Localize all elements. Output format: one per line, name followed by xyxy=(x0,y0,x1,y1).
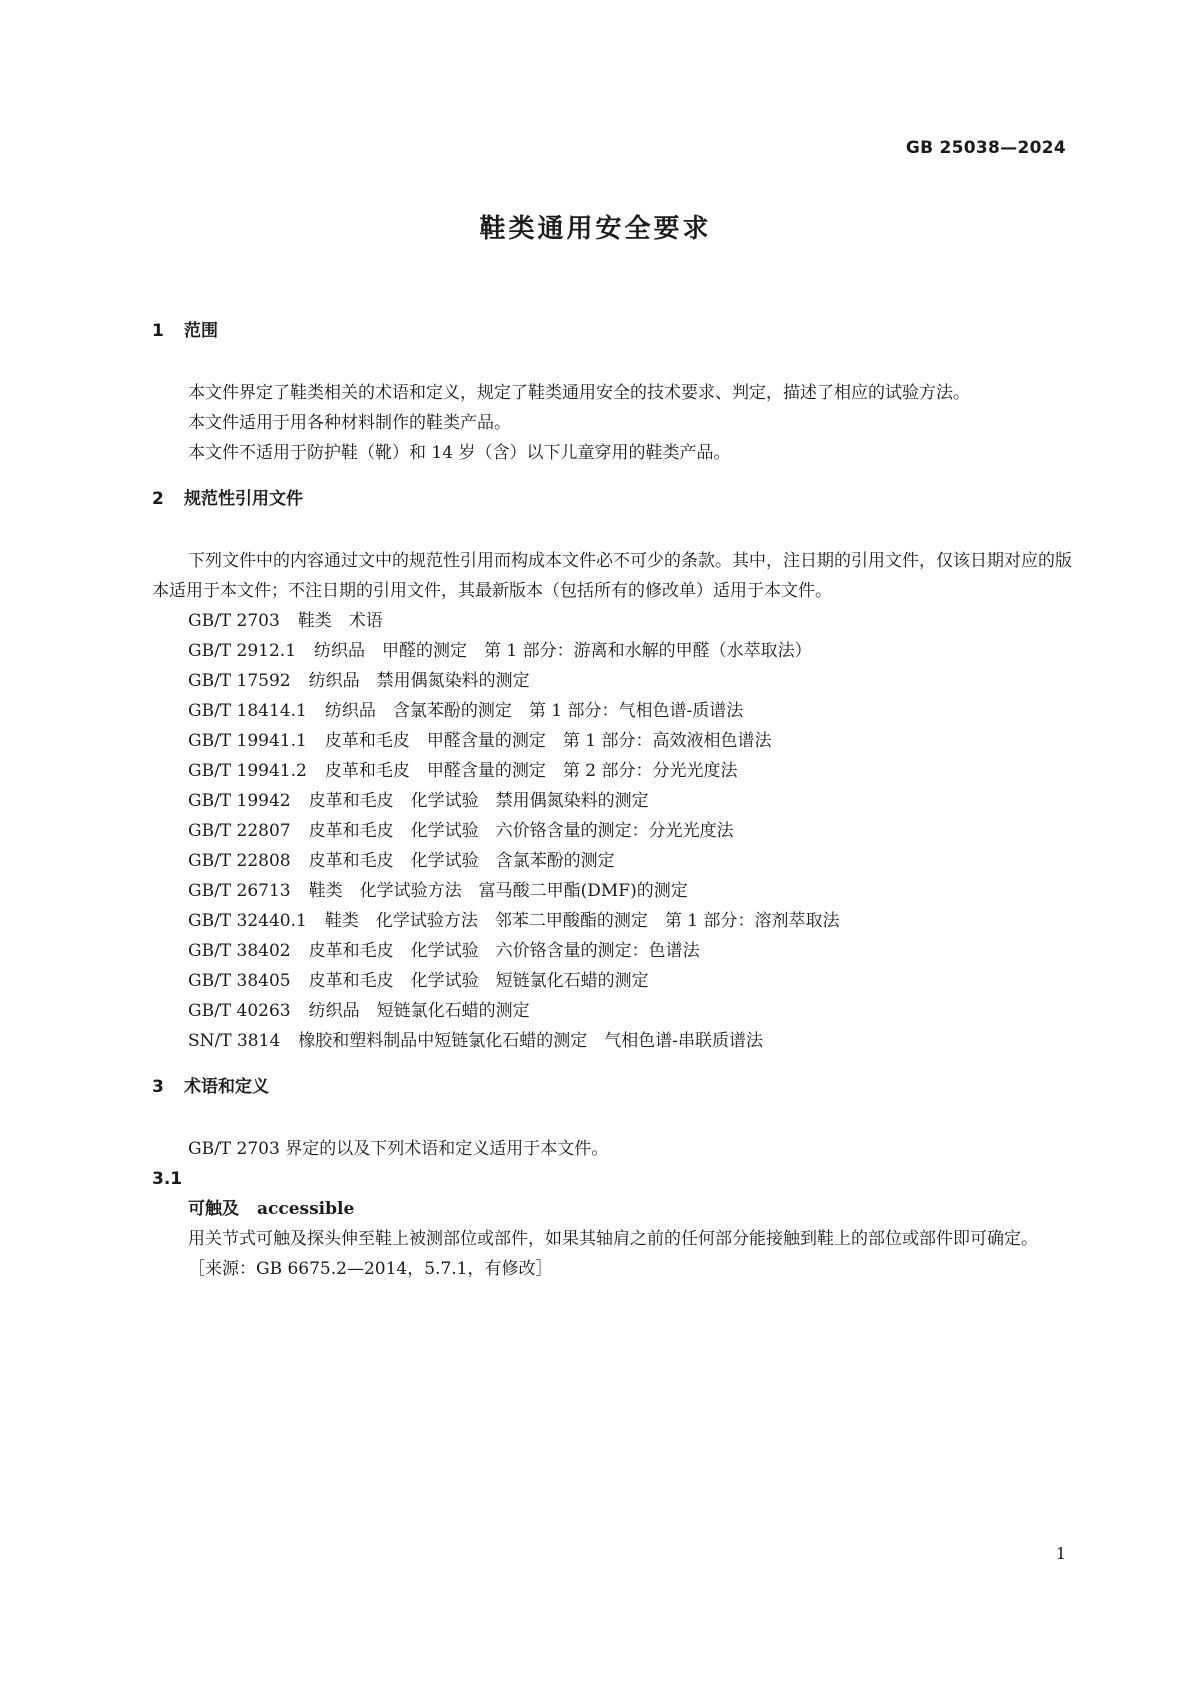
reference-title: 皮革和毛皮 化学试验 禁用偶氮染料的测定 xyxy=(308,791,649,811)
term-heading xyxy=(152,1194,1072,1224)
reference-code: GB/T 19942 xyxy=(188,791,291,811)
paragraph: GB/T 2703 界定的以及下列术语和定义适用于本文件。 xyxy=(188,1139,609,1159)
reference-code: GB/T 22808 xyxy=(188,851,291,871)
reference-item xyxy=(152,786,1072,816)
reference-item xyxy=(152,666,1072,696)
reference-item xyxy=(152,1026,1072,1056)
page-number: 1 xyxy=(1055,1544,1066,1563)
reference-title: 橡胶和塑料制品中短链氯化石蜡的测定 气相色谱-串联质谱法 xyxy=(298,1031,764,1051)
reference-code: GB/T 40263 xyxy=(188,1001,291,1021)
reference-code: GB/T 38402 xyxy=(188,941,291,961)
standard-code: GB 25038—2024 xyxy=(905,138,1066,158)
reference-code: GB/T 22807 xyxy=(188,821,291,841)
section-terms-and-definitions xyxy=(152,1072,1072,1284)
reference-code: GB/T 19941.2 xyxy=(188,761,307,781)
document-body xyxy=(152,316,1072,1284)
reference-title: 皮革和毛皮 化学试验 六价铬含量的测定：分光光度法 xyxy=(308,821,734,841)
reference-item xyxy=(152,726,1072,756)
term-entry xyxy=(152,1164,1072,1284)
paragraph: 下列文件中的内容通过文中的规范性引用而构成本文件必不可少的条款。其中，注日期的引用文件，仅该日期对应的版本适用于本文件；不注日期的引用文件，其最新版本（包括所有的修改单）适用于本文件。 xyxy=(152,551,1072,601)
term-definition: 用关节式可触及探头伸至鞋上被测部位或部件，如果其轴肩之前的任何部分能接触到鞋上的部位或部件即可确定。 xyxy=(188,1229,1038,1249)
reference-title: 皮革和毛皮 化学试验 短链氯化石蜡的测定 xyxy=(308,971,649,991)
document-title: 鞋类通用安全要求 xyxy=(479,214,712,244)
reference-title: 纺织品 含氯苯酚的测定 第 1 部分：气相色谱-质谱法 xyxy=(324,701,744,721)
reference-item xyxy=(152,966,1072,996)
paragraph: 本文件适用于用各种材料制作的鞋类产品。 xyxy=(188,413,511,433)
term-english: accessible xyxy=(257,1199,355,1219)
term-source: ［来源：GB 6675.2—2014，5.7.1，有修改］ xyxy=(188,1259,553,1279)
reference-title: 鞋类 术语 xyxy=(297,611,383,631)
section-number: 2 xyxy=(152,489,164,509)
reference-title: 纺织品 禁用偶氮染料的测定 xyxy=(308,671,530,691)
reference-item xyxy=(152,936,1072,966)
reference-item xyxy=(152,996,1072,1026)
section-heading xyxy=(152,1072,1072,1102)
reference-title: 纺织品 短链氯化石蜡的测定 xyxy=(308,1001,530,1021)
section-title: 范围 xyxy=(184,321,218,341)
reference-title: 皮革和毛皮 甲醛含量的测定 第 1 部分：高效液相色谱法 xyxy=(324,731,772,751)
section-scope xyxy=(152,316,1072,468)
reference-title: 皮革和毛皮 化学试验 六价铬含量的测定：色谱法 xyxy=(308,941,700,961)
reference-list xyxy=(152,606,1072,1056)
reference-item xyxy=(152,816,1072,846)
section-heading xyxy=(152,316,1072,346)
reference-code: GB/T 26713 xyxy=(188,881,291,901)
reference-item xyxy=(152,846,1072,876)
reference-item xyxy=(152,696,1072,726)
term-number: 3.1 xyxy=(152,1169,183,1189)
reference-code: GB/T 17592 xyxy=(188,671,291,691)
reference-code: SN/T 3814 xyxy=(188,1031,281,1051)
reference-code: GB/T 38405 xyxy=(188,971,291,991)
section-title: 术语和定义 xyxy=(184,1077,269,1097)
reference-item xyxy=(152,876,1072,906)
section-number: 1 xyxy=(152,321,164,341)
reference-title: 皮革和毛皮 化学试验 含氯苯酚的测定 xyxy=(308,851,615,871)
reference-item xyxy=(152,606,1072,636)
reference-item xyxy=(152,756,1072,786)
paragraph: 本文件不适用于防护鞋（靴）和 14 岁（含）以下儿童穿用的鞋类产品。 xyxy=(188,443,731,463)
reference-title: 皮革和毛皮 甲醛含量的测定 第 2 部分：分光光度法 xyxy=(324,761,738,781)
reference-item xyxy=(152,906,1072,936)
paragraph: 本文件界定了鞋类相关的术语和定义，规定了鞋类通用安全的技术要求、判定，描述了相应的试验方法。 xyxy=(188,383,970,403)
section-title: 规范性引用文件 xyxy=(184,489,303,509)
reference-code: GB/T 2703 xyxy=(188,611,280,631)
term-chinese: 可触及 xyxy=(188,1199,239,1219)
reference-code: GB/T 19941.1 xyxy=(188,731,307,751)
reference-code: GB/T 18414.1 xyxy=(188,701,307,721)
reference-item xyxy=(152,636,1072,666)
section-normative-references xyxy=(152,484,1072,1056)
reference-code: GB/T 2912.1 xyxy=(188,641,297,661)
reference-title: 鞋类 化学试验方法 邻苯二甲酸酯的测定 第 1 部分：溶剂萃取法 xyxy=(324,911,840,931)
reference-title: 鞋类 化学试验方法 富马酸二甲酯(DMF)的测定 xyxy=(308,881,688,901)
reference-title: 纺织品 甲醛的测定 第 1 部分：游离和水解的甲醛（水萃取法） xyxy=(314,641,812,661)
section-heading xyxy=(152,484,1072,514)
section-number: 3 xyxy=(152,1077,164,1097)
reference-code: GB/T 32440.1 xyxy=(188,911,307,931)
